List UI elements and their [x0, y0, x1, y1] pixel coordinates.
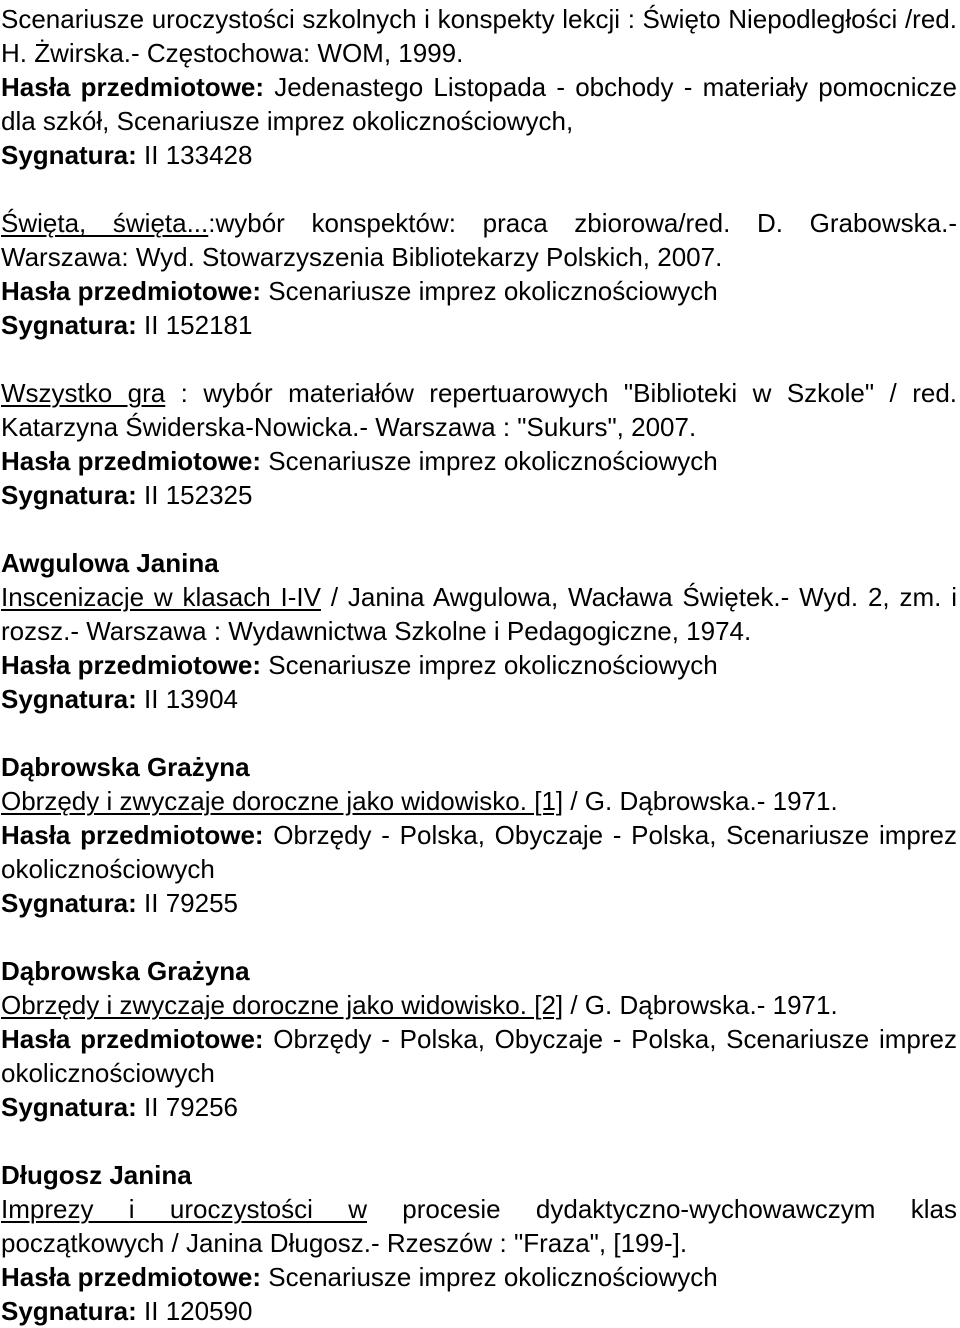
keywords-value: Scenariusze imprez okolicznościowych [268, 276, 718, 306]
entry-author [1, 954, 957, 988]
entry-title-link[interactable]: Inscenizacje w klasach I-IV [1, 582, 321, 612]
entry-title-link[interactable]: Obrzędy i zwyczaje doroczne jako widowisko. [1] [1, 786, 564, 816]
entry-keywords [1, 818, 957, 886]
signature-value: II 13904 [144, 684, 239, 714]
signature-value: II 79255 [144, 888, 239, 918]
signature-value: II 133428 [144, 140, 253, 170]
signature-label: Sygnatura: [1, 140, 137, 170]
catalog-entry [1, 206, 957, 342]
keywords-label: Hasła przedmiotowe: [1, 820, 264, 850]
entry-keywords [1, 648, 957, 682]
entry-signature [1, 682, 957, 716]
signature-label: Sygnatura: [1, 480, 137, 510]
catalog-entry [1, 2, 957, 172]
keywords-value: Scenariusze imprez okolicznościowych [268, 1262, 718, 1292]
author-name: Dąbrowska Grażyna [1, 956, 250, 986]
signature-value: II 120590 [144, 1296, 253, 1326]
entry-signature [1, 138, 957, 172]
keywords-label: Hasła przedmiotowe: [1, 72, 265, 102]
catalog-entry [1, 376, 957, 512]
entry-author [1, 1158, 957, 1192]
entry-title-link[interactable]: Wszystko gra [1, 378, 166, 408]
keywords-label: Hasła przedmiotowe: [1, 1024, 264, 1054]
keywords-label: Hasła przedmiotowe: [1, 1262, 262, 1292]
author-name: Awgulowa Janina [1, 548, 219, 578]
entry-signature [1, 308, 957, 342]
entry-signature [1, 1090, 957, 1124]
entry-description [1, 206, 957, 274]
entry-keywords [1, 70, 957, 138]
entry-description-text: / G. Dąbrowska.- 1971. [563, 786, 838, 816]
entry-description-text: / Janina Awgulowa, Wacława Świętek.- Wyd. 2, zm. i rozsz.- Warszawa : Wydawnictwa Szkolne i Pedagogiczne, 1974. [1, 582, 957, 646]
entry-signature [1, 478, 957, 512]
keywords-value: Obrzędy - Polska, Obyczaje - Polska, Scenariusze imprez okolicznościowych [1, 820, 957, 884]
keywords-value: Obrzędy - Polska, Obyczaje - Polska, Scenariusze imprez okolicznościowych [1, 1024, 957, 1088]
entry-description-text: :wybór konspektów: praca zbiorowa/red. D. Grabowska.- Warszawa: Wyd. Stowarzyszenia Bibliotekarzy Polskich, 2007. [1, 208, 957, 272]
catalog-entry [1, 954, 957, 1124]
signature-value: II 152325 [144, 480, 253, 510]
entry-keywords [1, 274, 957, 308]
author-name: Długosz Janina [1, 1160, 192, 1190]
entry-title-link[interactable]: Imprezy i uroczystości w [1, 1194, 367, 1224]
catalog-entry [1, 546, 957, 716]
keywords-label: Hasła przedmiotowe: [1, 650, 262, 680]
signature-label: Sygnatura: [1, 1296, 137, 1326]
signature-value: II 79256 [144, 1092, 239, 1122]
entry-keywords [1, 1260, 957, 1294]
entry-author [1, 546, 957, 580]
entry-description [1, 376, 957, 444]
entry-description: Scenariusze uroczystości szkolnych i konspekty lekcji : Święto Niepodległości /red. H. Żwirska.- Częstochowa: WOM, 1999. [1, 4, 957, 68]
keywords-label: Hasła przedmiotowe: [1, 276, 262, 306]
entry-description-text: : wybór materiałów repertuarowych "Biblioteki w Szkole" / red. Katarzyna Świderska-Nowicka.- Warszawa : "Sukurs", 2007. [1, 378, 958, 442]
entry-title-link[interactable]: Święta, święta... [1, 208, 209, 238]
signature-label: Sygnatura: [1, 888, 137, 918]
keywords-label: Hasła przedmiotowe: [1, 446, 262, 476]
entry-title-link[interactable]: Obrzędy i zwyczaje doroczne jako widowisko. [2] [1, 990, 564, 1020]
catalog-entry [1, 750, 957, 920]
signature-label: Sygnatura: [1, 310, 137, 340]
keywords-value: Scenariusze imprez okolicznościowych [268, 650, 718, 680]
entry-description-text: / G. Dąbrowska.- 1971. [563, 990, 838, 1020]
entry-description-text: procesie dydaktyczno-wychowawczym klas początkowych / Janina Długosz.- Rzeszów : "Fraza", [199-]. [1, 1194, 957, 1258]
entry-author [1, 750, 957, 784]
signature-value: II 152181 [144, 310, 253, 340]
entry-signature [1, 886, 957, 920]
entry-signature [1, 1294, 957, 1328]
entry-keywords [1, 444, 957, 478]
catalog-entry [1, 1158, 957, 1328]
keywords-value: Jedenastego Listopada - obchody - materiały pomocnicze dla szkół, Scenariusze imprez okolicznościowych, [1, 72, 957, 136]
entry-keywords [1, 1022, 957, 1090]
entry-description [1, 784, 957, 818]
signature-label: Sygnatura: [1, 684, 137, 714]
entry-description [1, 988, 957, 1022]
author-name: Dąbrowska Grażyna [1, 752, 250, 782]
keywords-value: Scenariusze imprez okolicznościowych [268, 446, 718, 476]
entry-description [1, 1192, 957, 1260]
entry-description [1, 580, 957, 648]
signature-label: Sygnatura: [1, 1092, 137, 1122]
catalog-page [0, 2, 957, 1328]
